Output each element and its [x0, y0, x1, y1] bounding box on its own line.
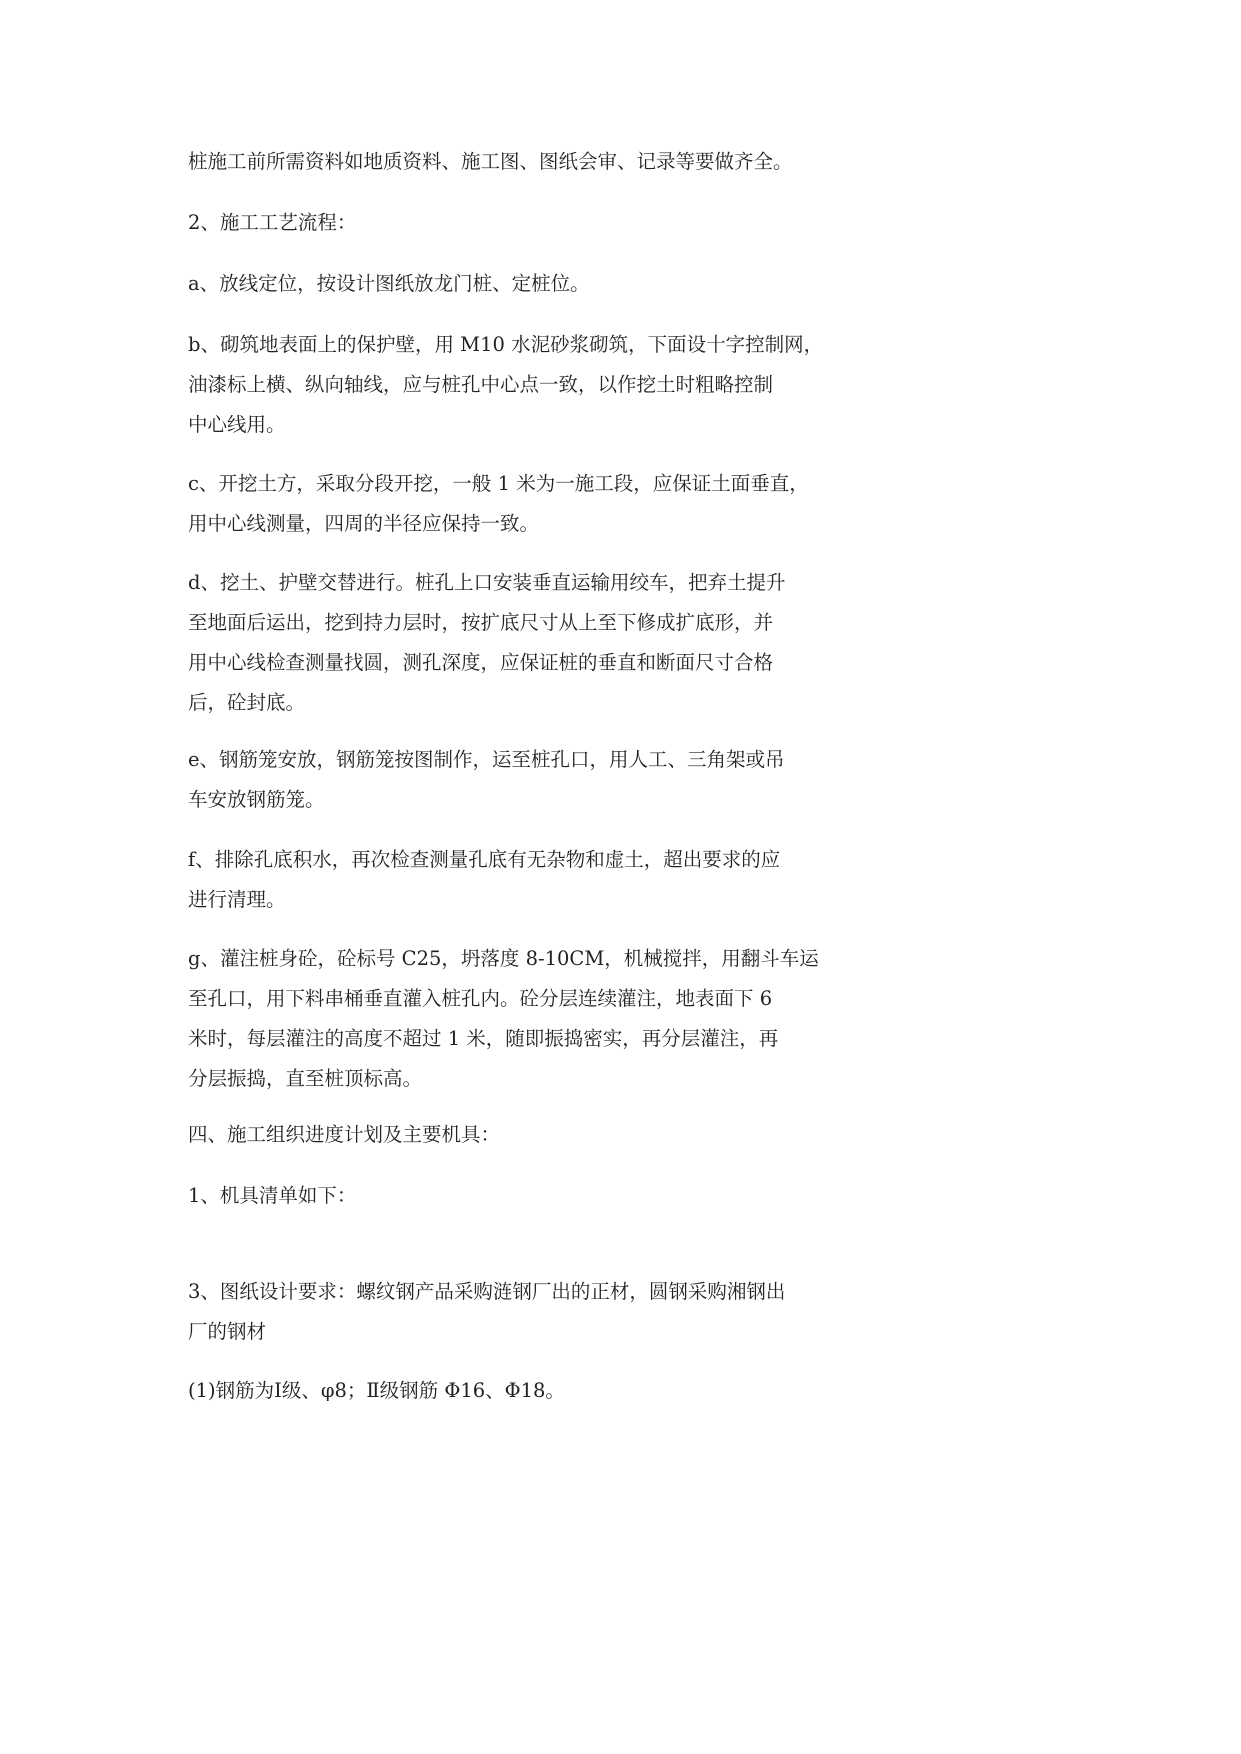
paragraph-step-b	[188, 325, 858, 445]
heading-process-flow	[188, 203, 858, 243]
paragraph-design-requirements	[188, 1272, 858, 1352]
paragraph-step-c	[188, 464, 858, 544]
text-line: 至孔口，用下料串桶垂直灌入桩孔内。砼分层连续灌注，地表面下 6	[188, 987, 773, 1010]
text-line: 油漆标上横、纵向轴线，应与桩孔中心点一致，以作挖土时粗略控制	[188, 373, 774, 396]
text-line: 厂的钢材	[188, 1320, 267, 1343]
paragraph-step-g	[188, 939, 858, 1099]
text-line: 进行清理。	[188, 888, 286, 911]
paragraph-step-f	[188, 840, 858, 920]
text-line: 3、图纸设计要求：螺纹钢产品采购涟钢厂出的正材，圆钢采购湘钢出	[188, 1280, 786, 1303]
paragraph-pile-preparation	[188, 142, 858, 182]
text-line: 桩施工前所需资料如地质资料、施工图、图纸会审、记录等要做齐全。	[188, 150, 793, 173]
paragraph-step-d	[188, 563, 858, 723]
text-line: 中心线用。	[188, 413, 286, 436]
text-line: 后，砼封底。	[188, 691, 306, 714]
heading-equipment-list	[188, 1176, 858, 1216]
text-line: 至地面后运出，挖到持力层时，按扩底尺寸从上至下修成扩底形，并	[188, 611, 774, 634]
text-line: g、灌注桩身砼，砼标号 C25，坍落度 8-10CM，机械搅拌，用翻斗车运	[188, 947, 819, 970]
text-line: 车安放钢筋笼。	[188, 788, 325, 811]
text-line: 1、机具清单如下：	[188, 1184, 357, 1207]
text-line: 米时，每层灌注的高度不超过 1 米，随即振捣密实，再分层灌注，再	[188, 1027, 779, 1050]
text-line: 分层振捣，直至桩顶标高。	[188, 1067, 423, 1090]
paragraph-step-e	[188, 740, 858, 820]
text-line: b、砌筑地表面上的保护壁，用 M10 水泥砂浆砌筑，下面设十字控制网，	[188, 333, 824, 356]
text-line: c、开挖土方，采取分段开挖，一般 1 米为一施工段，应保证土面垂直，	[188, 472, 809, 495]
paragraph-step-a	[188, 264, 858, 304]
text-line: 用中心线检查测量找圆，测孔深度，应保证桩的垂直和断面尺寸合格	[188, 651, 774, 674]
text-line: d、挖土、护壁交替进行。桩孔上口安装垂直运输用绞车，把弃土提升	[188, 571, 786, 594]
text-line: a、放线定位，按设计图纸放龙门桩、定桩位。	[188, 272, 590, 295]
text-line: 用中心线测量，四周的半径应保持一致。	[188, 512, 540, 535]
text-line: 2、施工工艺流程：	[188, 211, 357, 234]
text-line: 四、施工组织进度计划及主要机具：	[188, 1123, 501, 1146]
text-line: f、排除孔底积水，再次检查测量孔底有无杂物和虚土，超出要求的应	[188, 848, 781, 871]
text-line: e、钢筋笼安放，钢筋笼按图制作，运至桩孔口，用人工、三角架或吊	[188, 748, 785, 771]
text-line: (1)钢筋为Ⅰ级、φ8；Ⅱ级钢筋 Φ16、Φ18。	[188, 1379, 565, 1402]
heading-schedule-equipment	[188, 1115, 858, 1155]
paragraph-rebar-grades	[188, 1371, 858, 1411]
